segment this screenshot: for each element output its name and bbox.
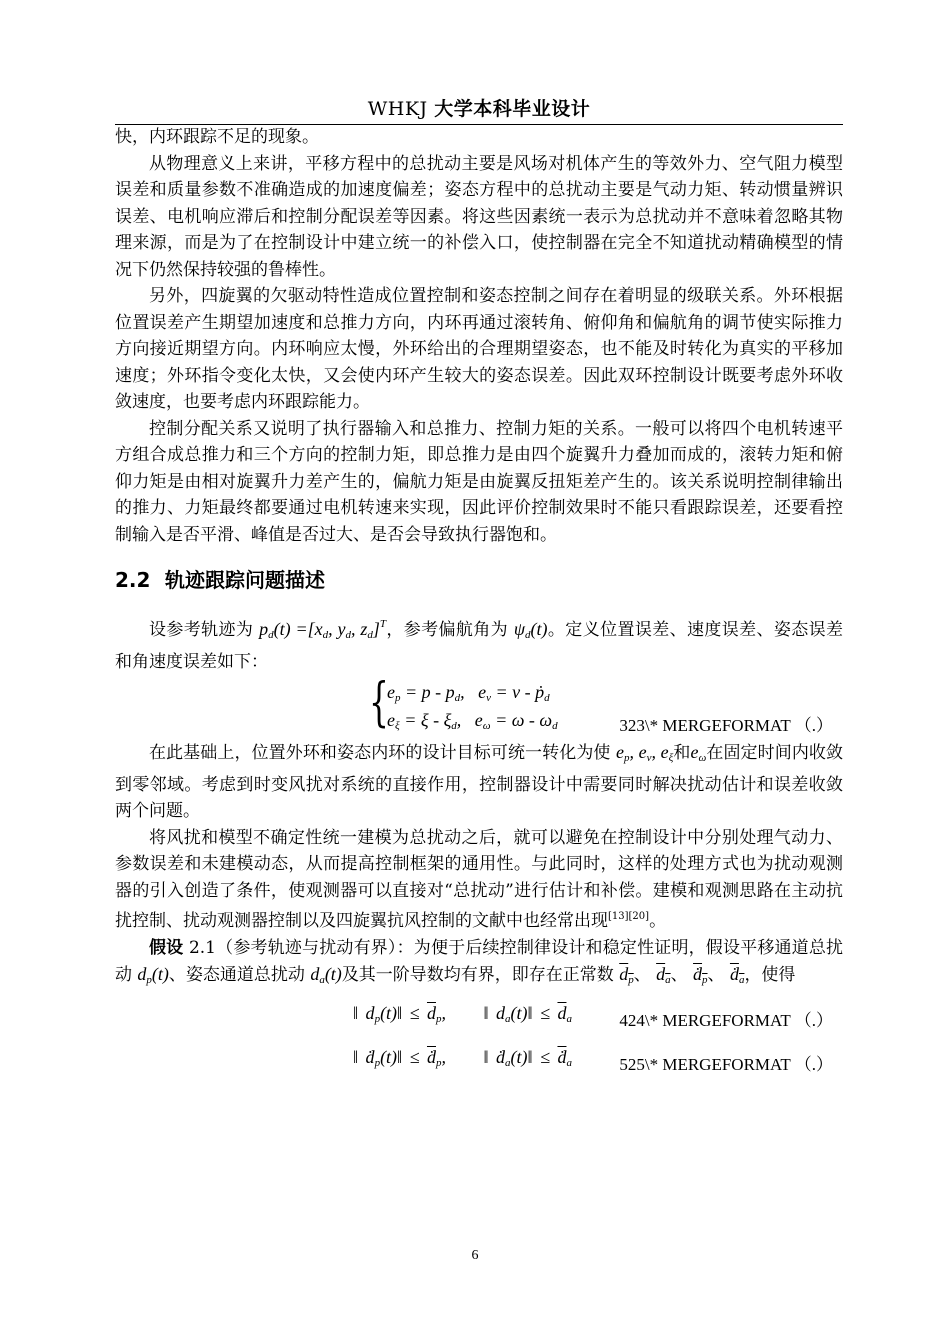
header-title: 大学本科毕业设计 xyxy=(434,98,591,120)
citation[interactable]: [13][20] xyxy=(608,911,650,922)
reference-yaw-formula: $\psi_d(t)$ xyxy=(513,619,548,641)
error-variables: $e_p$, $e_v$, $e_\xi$ xyxy=(616,742,674,764)
paragraph: 从物理意义上来讲，平移方程中的总扰动主要是风场对机体产生的等效外力、空气阻力模型误差和质量参数不准确造成的加速度偏差；姿态方程中的总扰动主要是气动力矩、转动惯量辨识误差、电机响应滞后和控制分配误差等因素。将这些因素统一表示为总扰动并不意味着忽略其物理来源，而是为了在控制设计中建立统一的补偿入口，使控制器在完全不知道扰动精确模型的情况下仍然保持较强的鲁棒性。 xyxy=(115,153,843,280)
assumption-paragraph: 假设 2.1（参考轨迹与扰动有界）：为便于后续控制律设计和稳定性证明，假设平移通道总扰动 $d_p(t)$、姿态通道总扰动 $d_a(t)$及其一阶导数均有界，即存在正常数 $d_p$、 $d_a$、 ḋ$_p$、 ḋ$_a$，使得 xyxy=(115,937,844,986)
paragraph: 控制分配关系又说明了执行器输入和总推力、控制力矩的关系。一般可以将四个电机转速平方组合成总推力和三个方向的控制力矩，即总推力是由四个旋翼升力叠加而成的，滚转力矩和俯仰力矩是由相对旋翼升力差产生的，偏航力矩是由旋翼反扭矩差产生的。该关系说明控制律输出的推力、力矩最终都要通过电机转速来实现，因此评价控制效果时不能只看跟踪误差，还要看控制输入是否平滑、峰值是否过大、是否会导致执行器饱和。 xyxy=(115,418,843,545)
paragraph: 快，内环跟踪不足的现象。 xyxy=(115,127,319,147)
disturbance-derivative-bound-equation xyxy=(115,1038,843,1082)
equation-line: $e_p = p - p_d$, $e_v = v$ - ṗ$_d$ xyxy=(387,682,550,704)
equation-number: 424\* MERGEFORMAT （.） xyxy=(619,1010,833,1030)
equation-brace: { xyxy=(369,673,389,733)
error-definition-equation xyxy=(115,673,843,735)
paragraph: 设参考轨迹为 $p_d(t) =[x_d$, $y_d$, $z_d]^T$，参考偏航角为 $\psi_d(t)$。定义位置误差、速度误差、姿态误差和角速度误差如下： xyxy=(115,618,844,672)
page-number: 6 xyxy=(471,1248,479,1263)
reference-trajectory-formula: $p_d(t) =[x_d$, $y_d$, $z_d]^T$ xyxy=(259,618,387,641)
assumption-label: 假设 xyxy=(149,937,184,958)
disturbance-bound-equation xyxy=(115,994,843,1038)
paragraph: 另外，四旋翼的欠驱动特性造成位置控制和姿态控制之间存在着明显的级联关系。外环根据位置误差产生期望加速度和总推力方向，内环再通过滚转角、俯仰角和偏航角的调节使实际推力方向接近期望方向。内环响应太慢，外环给出的合理期望姿态，也不能及时转化为真实的平移加速度；外环指令变化太快，又会使内环产生较大的姿态误差。因此双环控制设计既要考虑外环收敛速度，也要考虑内环跟踪能力。 xyxy=(115,286,843,412)
page-header xyxy=(115,94,843,125)
assumption-number: 2.1 xyxy=(188,937,216,958)
document-body xyxy=(115,124,843,1082)
equation-expression: ‖ ḋ$_p$(t)‖ ≤ $\overline{ḋ}_p$, ‖ ḋ$_a$(t)‖ ≤ $\overline{ḋ}_a$ xyxy=(353,1046,572,1069)
section-number: 2.2 xyxy=(115,568,151,592)
paragraph: 在此基础上，位置外环和姿态内环的设计目标可统一转化为使 $e_p$, $e_v$, $e_\xi$和$e_\omega$在固定时间内收敛到零邻域。考虑到时变风扰对系统的直接作用，控制器设计中需要同时解决扰动估计和误差收敛两个问题。 xyxy=(115,742,844,821)
paragraph: 将风扰和模型不确定性统一建模为总扰动之后，就可以避免在控制设计中分别处理气动力、参数误差和未建模动态，从而提高控制框架的通用性。与此同时，这样的处理方式也为扰动观测器的引入创造了条件，使观测器可以直接对“总扰动”进行估计和补偿。建模和观测思路在主动抗扰控制、扰动观测器控制以及四旋翼抗风控制的文献中也经常出现[13][20]。 xyxy=(115,827,843,931)
header-prefix: WHKJ xyxy=(367,98,428,120)
equation-expression: ‖ $d_p(t)‖ \le \overline{d}_p$, ‖ $d_a(t)‖ \le \overline{d}_a$ xyxy=(353,1002,572,1025)
equation-number: 525\* MERGEFORMAT （.） xyxy=(619,1054,833,1074)
section-heading xyxy=(115,563,843,597)
equation-line: $e_\xi = \xi - \xi_d$, $e_\omega = \omega - \omega_d$ xyxy=(387,710,558,732)
section-title: 轨迹跟踪问题描述 xyxy=(165,568,325,592)
equation-number: 323\* MERGEFORMAT （.） xyxy=(619,716,833,735)
